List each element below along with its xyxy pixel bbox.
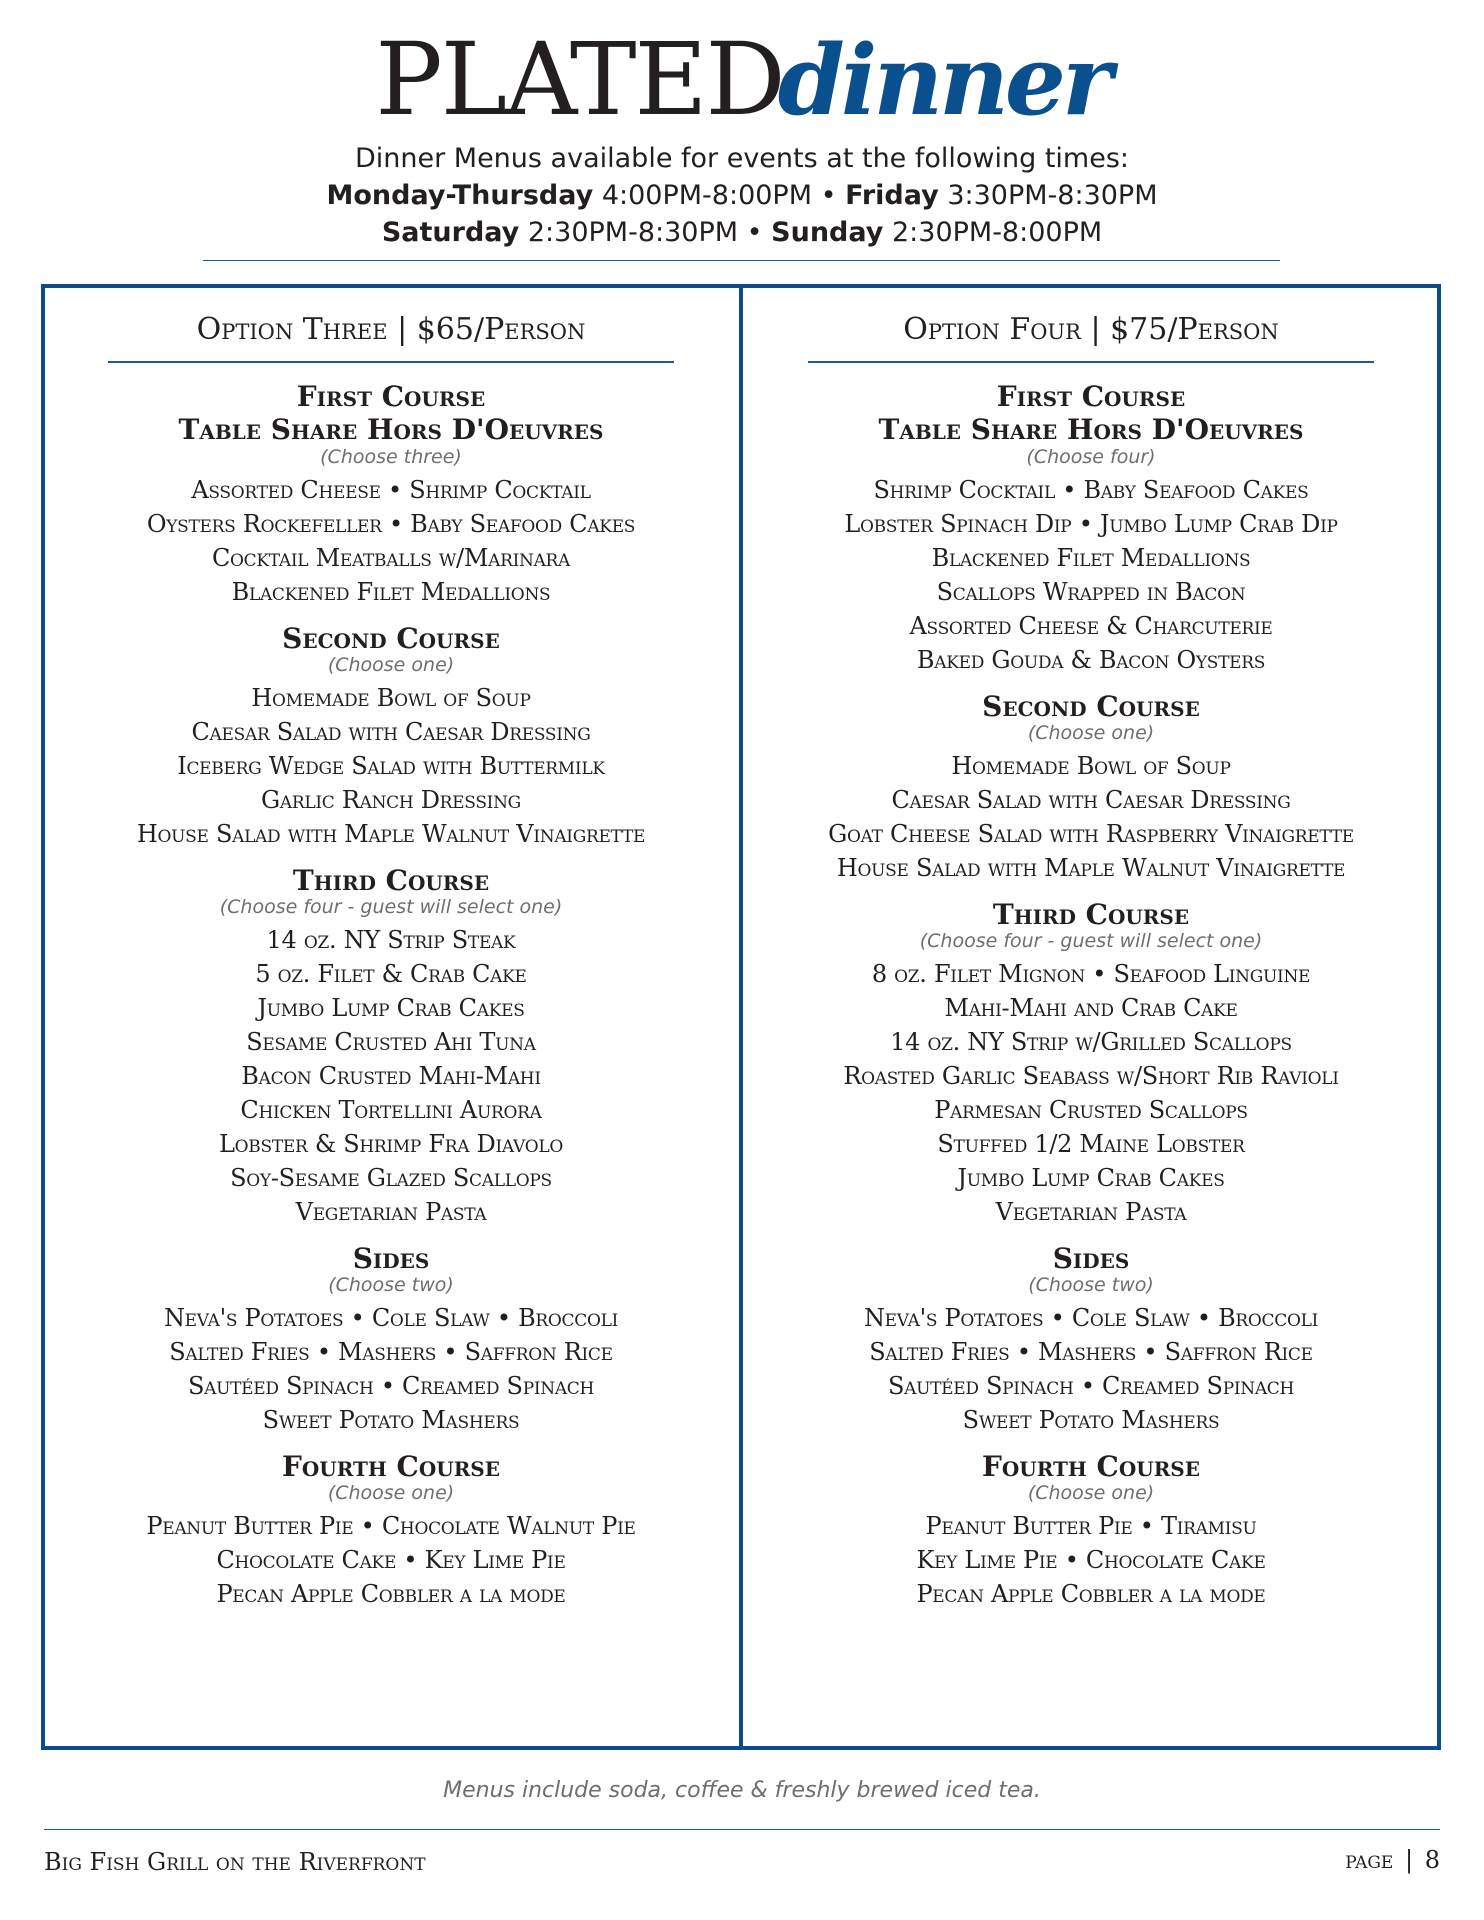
menu-item: Sweet Potato Mashers	[962, 1406, 1220, 1434]
course-title: Third Course	[292, 864, 490, 897]
menu-item: Parmesan Crusted Scallops	[934, 1096, 1248, 1124]
title-script: dinner	[777, 24, 1109, 137]
course-subtitle: Table Share Hors D'Oeuvres	[878, 413, 1304, 446]
option-three-column	[41, 311, 741, 1625]
menu-item: Jumbo Lump Crab Cakes	[957, 1164, 1225, 1192]
menu-item-list	[41, 1509, 741, 1611]
menu-item: 5 oz. Filet & Crab Cake	[255, 960, 527, 988]
menu-section	[41, 1451, 741, 1611]
page-title	[0, 21, 1484, 138]
menu-item: Sautéed Spinach • Creamed Spinach	[187, 1372, 595, 1400]
menu-section	[41, 1243, 741, 1437]
menu-item: Caesar Salad with Caesar Dressing	[891, 786, 1291, 814]
menu-item: Assorted Cheese & Charcuterie	[909, 612, 1273, 640]
menu-item: 14 oz. NY Strip Steak	[266, 926, 516, 954]
menu-item: Sesame Crusted Ahi Tuna	[246, 1028, 536, 1056]
menu-item: Salted Fries • Mashers • Saffron Rice	[169, 1338, 613, 1366]
menu-item-list	[741, 1301, 1441, 1437]
course-title: Third Course	[992, 898, 1190, 931]
schedule-hours: 3:30PM-8:30PM	[947, 180, 1158, 211]
schedule-hours: 2:30PM-8:00PM	[891, 217, 1103, 248]
page-number: 8	[1424, 1846, 1440, 1874]
choose-note: (Choose four - guest will select one)	[919, 930, 1263, 952]
menu-item: Iceberg Wedge Salad with Buttermilk	[177, 752, 605, 780]
choose-note: (Choose one)	[1027, 1482, 1155, 1504]
menu-section	[41, 865, 741, 1229]
menu-item: Chicken Tortellini Aurora	[240, 1096, 542, 1124]
course-title: Fourth Course	[282, 1450, 500, 1483]
menu-item-list	[741, 957, 1441, 1229]
choose-note: (Choose four - guest will select one)	[219, 896, 563, 918]
hours-intro	[0, 140, 1484, 251]
choose-note: (Choose four)	[1026, 446, 1156, 468]
menu-item: Lobster & Shrimp Fra Diavolo	[219, 1130, 563, 1158]
course-title: Second Course	[982, 690, 1200, 723]
course-title: Sides	[352, 1242, 430, 1275]
menu-item: Sautéed Spinach • Creamed Spinach	[887, 1372, 1295, 1400]
menu-item: Bacon Crusted Mahi-Mahi	[241, 1062, 541, 1090]
course-title: Fourth Course	[982, 1450, 1200, 1483]
menu-item: Mahi-Mahi and Crab Cake	[944, 994, 1238, 1022]
schedule-row-2	[0, 214, 1484, 251]
menu-item: House Salad with Maple Walnut Vinaigrette	[136, 820, 646, 848]
menu-item: Soy-Sesame Glazed Scallops	[230, 1164, 552, 1192]
restaurant-name: Big Fish Grill on the Riverfront	[44, 1848, 426, 1876]
menu-section	[741, 691, 1441, 885]
menu-item: Homemade Bowl of Soup	[951, 752, 1231, 780]
menu-item: Oysters Rockefeller • Baby Seafood Cakes	[146, 510, 636, 538]
bullet-separator: •	[820, 180, 837, 211]
menu-section	[741, 1243, 1441, 1437]
page-label: page	[1345, 1846, 1394, 1874]
menu-item: Stuffed 1/2 Maine Lobster	[937, 1130, 1245, 1158]
menu-item: Shrimp Cocktail • Baby Seafood Cakes	[873, 476, 1309, 504]
page-indicator	[1345, 1846, 1440, 1874]
menu-item: Jumbo Lump Crab Cakes	[257, 994, 525, 1022]
course-title: First Course	[296, 380, 486, 413]
bullet-separator: •	[746, 217, 763, 248]
menu-item: Neva's Potatoes • Cole Slaw • Broccoli	[863, 1304, 1319, 1332]
menu-item: Blackened Filet Medallions	[231, 578, 551, 606]
menu-item: Vegetarian Pasta	[295, 1198, 487, 1226]
menu-item-list	[741, 473, 1441, 677]
course-title: First Course	[996, 380, 1186, 413]
option-title: Option Four | $75/Person	[903, 312, 1279, 347]
menu-item: Chocolate Cake • Key Lime Pie	[216, 1546, 566, 1574]
menu-section	[741, 381, 1441, 677]
option-four-column	[741, 311, 1441, 1625]
option-title: Option Three | $65/Person	[196, 312, 586, 347]
option-title-underline	[108, 361, 674, 363]
choose-note: (Choose one)	[1027, 722, 1155, 744]
schedule-row-1	[0, 177, 1484, 214]
menu-item: Key Lime Pie • Chocolate Cake	[916, 1546, 1266, 1574]
course-title: Second Course	[282, 622, 500, 655]
schedule-day: Friday	[845, 180, 939, 211]
menu-item: Peanut Butter Pie • Tiramisu	[925, 1512, 1257, 1540]
schedule-hours: 2:30PM-8:30PM	[527, 217, 739, 248]
menu-item: 14 oz. NY Strip w/Grilled Scallops	[890, 1028, 1292, 1056]
menu-item: Caesar Salad with Caesar Dressing	[191, 718, 591, 746]
menu-item: Sweet Potato Mashers	[262, 1406, 520, 1434]
header-divider	[203, 260, 1280, 261]
menu-item-list	[741, 1509, 1441, 1611]
option-title-underline	[808, 361, 1374, 363]
choose-note: (Choose one)	[327, 1482, 455, 1504]
menu-section	[741, 899, 1441, 1229]
footer-divider	[44, 1829, 1440, 1830]
menu-item: Neva's Potatoes • Cole Slaw • Broccoli	[163, 1304, 619, 1332]
choose-note: (Choose one)	[327, 654, 455, 676]
menu-item: Goat Cheese Salad with Raspberry Vinaigrette	[828, 820, 1354, 848]
schedule-day: Sunday	[771, 217, 884, 248]
menu-section	[741, 1451, 1441, 1611]
menu-item-list	[41, 681, 741, 851]
menu-item: Pecan Apple Cobbler a la mode	[916, 1580, 1266, 1608]
menu-item-list	[41, 923, 741, 1229]
title-main: PLATED	[375, 21, 784, 138]
intro-line: Dinner Menus available for events at the following times:	[354, 143, 1130, 174]
schedule-day: Monday-Thursday	[326, 180, 594, 211]
menu-item: House Salad with Maple Walnut Vinaigrette	[836, 854, 1346, 882]
choose-note: (Choose three)	[320, 446, 462, 468]
menu-item: 8 oz. Filet Mignon • Seafood Linguine	[871, 960, 1311, 988]
menu-item: Blackened Filet Medallions	[931, 544, 1251, 572]
course-subtitle: Table Share Hors D'Oeuvres	[178, 413, 604, 446]
menu-item: Roasted Garlic Seabass w/Short Rib Ravioli	[843, 1062, 1339, 1090]
menu-item: Pecan Apple Cobbler a la mode	[216, 1580, 566, 1608]
choose-note: (Choose two)	[1028, 1274, 1154, 1296]
menu-item: Garlic Ranch Dressing	[261, 786, 521, 814]
menu-section	[41, 381, 741, 609]
menu-item: Assorted Cheese • Shrimp Cocktail	[191, 476, 591, 504]
menu-item: Peanut Butter Pie • Chocolate Walnut Pie	[146, 1512, 636, 1540]
menu-item-list	[741, 749, 1441, 885]
page-separator: |	[1404, 1846, 1414, 1874]
menu-item: Cocktail Meatballs w/Marinara	[211, 544, 571, 572]
menu-footnote: Menus include soda, coffee & freshly brewed iced tea.	[443, 1778, 1041, 1803]
schedule-day: Saturday	[381, 217, 520, 248]
menu-item: Vegetarian Pasta	[995, 1198, 1187, 1226]
schedule-hours: 4:00PM-8:00PM	[601, 180, 813, 211]
menu-item: Baked Gouda & Bacon Oysters	[916, 646, 1266, 674]
menu-item-list	[41, 1301, 741, 1437]
menu-item-list	[41, 473, 741, 609]
menu-item: Homemade Bowl of Soup	[251, 684, 531, 712]
course-title: Sides	[1052, 1242, 1130, 1275]
choose-note: (Choose two)	[328, 1274, 454, 1296]
menu-item: Salted Fries • Mashers • Saffron Rice	[869, 1338, 1313, 1366]
menu-item: Lobster Spinach Dip • Jumbo Lump Crab Dip	[844, 510, 1338, 538]
menu-item: Scallops Wrapped in Bacon	[936, 578, 1246, 606]
menu-section	[41, 623, 741, 851]
